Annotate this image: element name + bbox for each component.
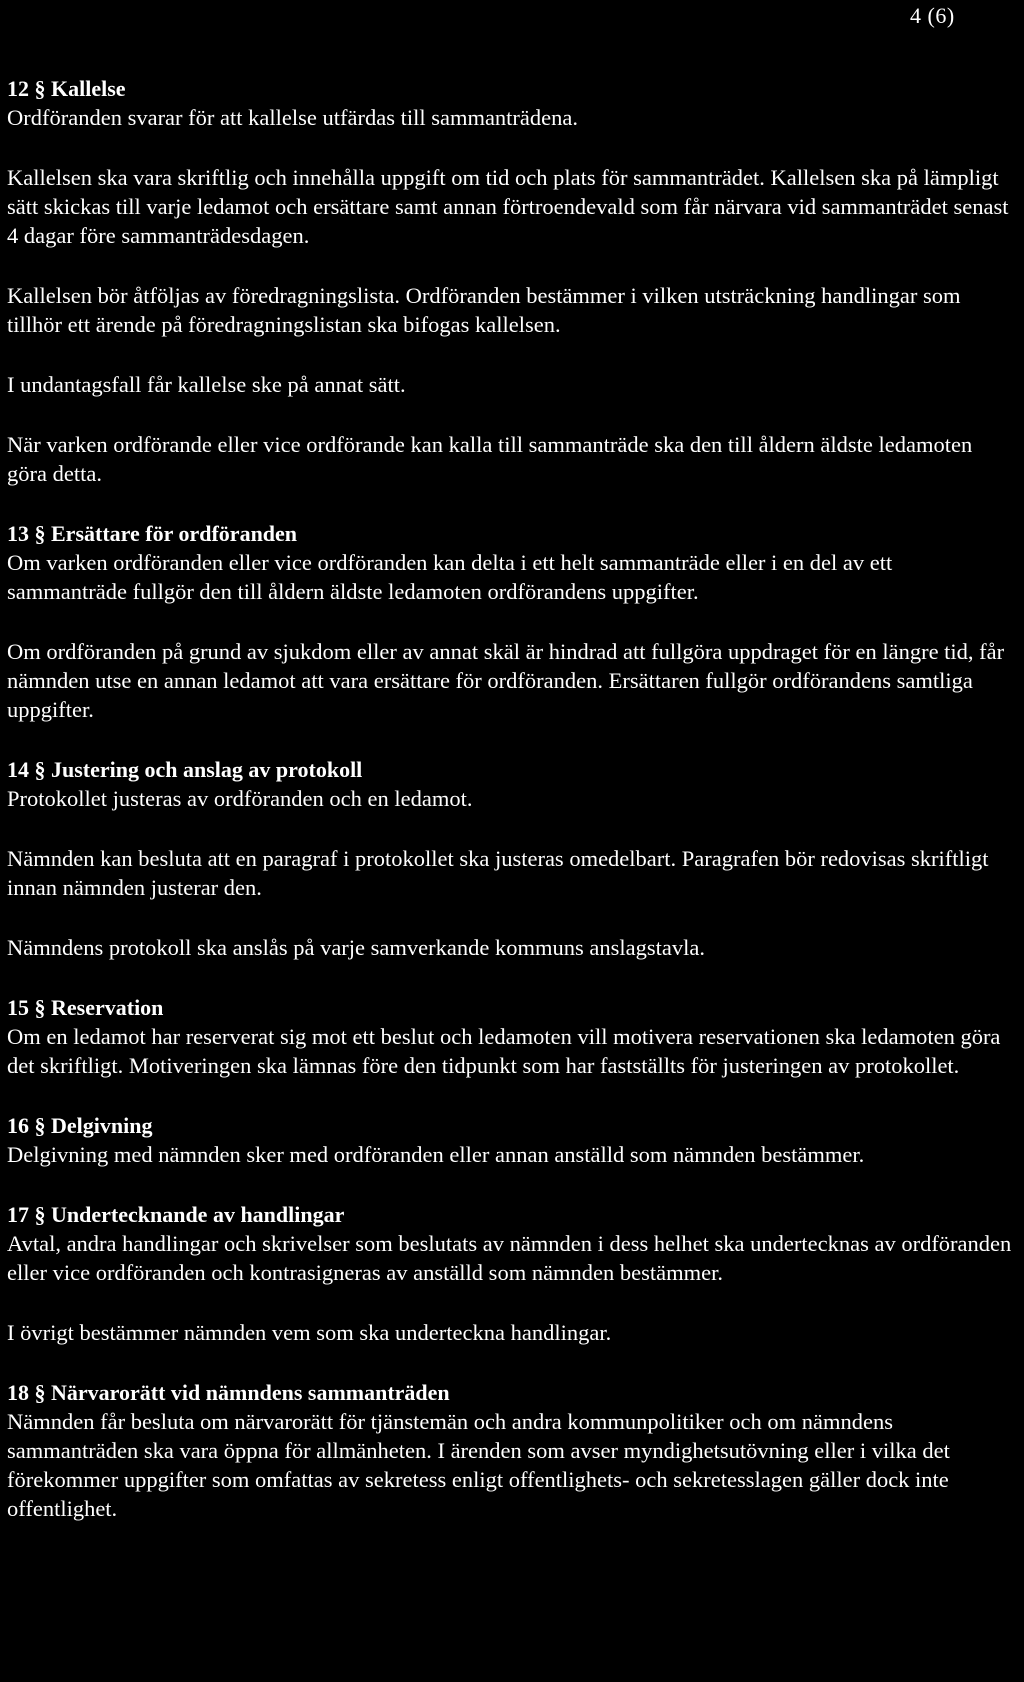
- paragraph: Nämnden kan besluta att en paragraf i protokollet ska justeras omedelbart. Paragrafen bör redovisas skriftligt innan nämnden justerar den.: [7, 846, 989, 900]
- paragraph: Nämndens protokoll ska anslås på varje samverkande kommuns anslagstavla.: [7, 935, 705, 960]
- section-12-kallelse: [7, 74, 1017, 488]
- section-heading: 14 § Justering och anslag av protokoll: [7, 757, 363, 782]
- page-number: 4 (6): [910, 3, 955, 28]
- paragraph: I övrigt bestämmer nämnden vem som ska underteckna handlingar.: [7, 1320, 612, 1345]
- section-heading: 15 § Reservation: [7, 995, 164, 1020]
- paragraph: Kallelsen bör åtföljas av föredragningslista. Ordföranden bestämmer i vilken utsträckning handlingar som tillhör ett ärende på föredragningslistan ska bifogas kallelsen.: [7, 283, 961, 337]
- section-heading: 16 § Delgivning: [7, 1113, 153, 1138]
- paragraph: Om varken ordföranden eller vice ordföranden kan delta i ett helt sammanträde eller i en del av ett sammanträde fullgör den till åldern äldste ledamoten ordförandens uppgifter.: [7, 550, 893, 604]
- paragraph: I undantagsfall får kallelse ske på annat sätt.: [7, 372, 406, 397]
- section-16-delgivning: [7, 1111, 1017, 1169]
- section-18-narvarorätt: [7, 1378, 1017, 1523]
- section-17-undertecknande: [7, 1200, 1017, 1347]
- paragraph: Delgivning med nämnden sker med ordföranden eller annan anställd som nämnden bestämmer.: [7, 1142, 865, 1167]
- section-heading: 13 § Ersättare för ordföranden: [7, 521, 298, 546]
- paragraph: Avtal, andra handlingar och skrivelser som beslutats av nämnden i dess helhet ska undertecknas av ordföranden eller vice ordföranden och kontrasigneras av anställd som nämnden bestämmer.: [7, 1231, 1012, 1285]
- paragraph: Kallelsen ska vara skriftlig och innehålla uppgift om tid och plats för sammanträdet. Kallelsen ska på lämpligt sätt skickas till varje ledamot och ersättare samt annan förtroendevald som får närvara vid sammanträdet senast 4 dagar före sammanträdesdagen.: [7, 165, 1009, 248]
- section-15-reservation: [7, 993, 1017, 1080]
- section-13-ersattare: [7, 519, 1017, 724]
- paragraph: Ordföranden svarar för att kallelse utfärdas till sammanträdena.: [7, 105, 579, 130]
- section-heading: 12 § Kallelse: [7, 76, 126, 101]
- section-14-justering: [7, 755, 1017, 962]
- paragraph: Nämnden får besluta om närvarorätt för tjänstemän och andra kommunpolitiker och om nämndens sammanträden ska vara öppna för allmänheten. I ärenden som avser myndighetsutövning eller i vilka det förekommer uppgifter som omfattas av sekretess enligt offentlighets- och sekretesslagen gäller dock inte offentlighet.: [7, 1409, 950, 1521]
- paragraph: När varken ordförande eller vice ordförande kan kalla till sammanträde ska den till åldern äldste ledamoten göra detta.: [7, 432, 973, 486]
- paragraph: Om ordföranden på grund av sjukdom eller av annat skäl är hindrad att fullgöra uppdraget för en längre tid, får nämnden utse en annan ledamot att vara ersättare för ordföranden. Ersättaren fullgör ordförandens samtliga uppgifter.: [7, 639, 1005, 722]
- document-body: [7, 74, 1017, 1554]
- paragraph: Om en ledamot har reserverat sig mot ett beslut och ledamoten vill motivera reservationen ska ledamoten göra det skriftligt. Motiveringen ska lämnas före den tidpunkt som har fastställts för justeringen av protokollet.: [7, 1024, 1001, 1078]
- section-heading: 18 § Närvarorätt vid nämndens sammanträden: [7, 1380, 450, 1405]
- section-heading: 17 § Undertecknande av handlingar: [7, 1202, 345, 1227]
- paragraph: Protokollet justeras av ordföranden och en ledamot.: [7, 786, 473, 811]
